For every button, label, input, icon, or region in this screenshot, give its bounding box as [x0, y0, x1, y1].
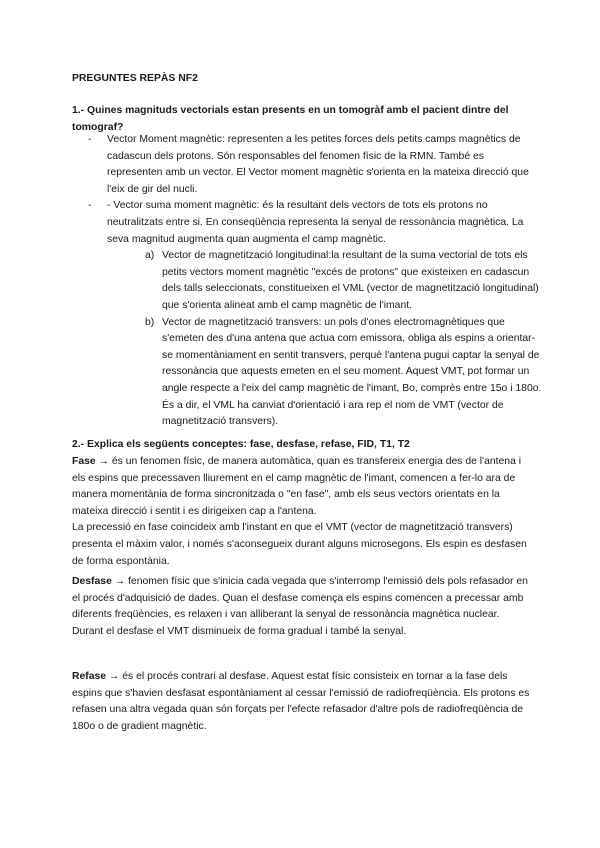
desfase-text: → fenomen físic que s'inicia cada vegada que s'interromp l'emissió dels pols refasador en el procés d'adquisició de dades. Quan el desfase comença els espins comencen a precessar amb diferents freqüències, es relaxen i van alliberant la senyal de ressonància magnètica nuclear.: [72, 576, 528, 621]
bullet-marker: -: [88, 134, 92, 145]
fase-definition: [72, 454, 534, 520]
sub-item-list: [72, 248, 542, 431]
fase-text: → és un fenomen físic, de manera automàtica, quan es transfereix energia des de l'antena i els espins que precessaven lliurement en el camp magnètic de l'imant, comencen a fer-lo ara de manera momentània de forma sincronitzada o "en fase", amb els seus vectors orientats en la mateixa direcció i sentit i es dirigeixen cap a l'antena.: [72, 456, 522, 517]
sub-item-marker: a): [145, 250, 155, 262]
bullet-moment-magnetic: [72, 132, 542, 198]
desfase-paragraph: [72, 574, 534, 640]
refase-text: → és el procés contrari al desfase. Aquest estat físic consisteix en tornar a la fase dels espins que s'havien desfasat espontàniament al cessar l'emissió de radiofreqüència. Els protons es refasen una altra vegada quan són forçats per l'efecte refasador d'altre pols de radiofreqüència de 180o o de gradient magnètic.: [72, 671, 530, 732]
refase-definition: [72, 669, 534, 735]
bullet-suma-moment: [72, 198, 542, 248]
question-1-bullets: [72, 132, 542, 431]
bullet-text: - Vector suma moment magnètic: és la resultant dels vectors de tots els protons no neutralitzats entre si. En conseqüència representa la senyal de ressonància magnètica. La seva magnitud augmenta quan augmenta el camp magnètic.: [107, 200, 524, 245]
sub-item-vml: [145, 248, 542, 314]
fase-term: Fase: [72, 456, 96, 467]
sub-item-marker: b): [145, 316, 155, 328]
desfase-detail: Durant el desfase el VMT disminueix de forma gradual i també la senyal.: [72, 625, 407, 637]
bullet-marker: -: [88, 200, 92, 212]
desfase-term: Desfase: [72, 576, 112, 587]
fase-detail: La precessió en fase coincideix amb l'instant en que el VMT (vector de magnetització transvers) presenta el màxim valor, i només s'aconsegueix durant alguns microsegons. Els espin es desfasen de forma espontània.: [72, 522, 527, 567]
refase-paragraph: [72, 669, 534, 735]
question-1-heading: 1.- Quines magnituds vectorials estan presents en un tomogràf amb el pacient dintre del tomograf?: [72, 105, 509, 133]
document-title: PREGUNTES REPÀS NF2: [72, 73, 198, 84]
question-2-heading: 2.- Explica els següents conceptes: fase, desfase, refase, FID, T1, T2: [72, 439, 410, 450]
sub-item-text: Vector de magnetització transvers: un pols d'ones electromagnètiques que s'emeten des d'una antena que actua com emissora, obliga als espins a orientar-se momentàniament en sentit transvers, perquè l'antena pugui captar la senyal de ressonància que aquests emeten en el seu moment. Aquest VMT, pot formar un angle respecte a l'eix del camp magnètic de l'imant, Bo, comprès entre 15o i 180o. És a dir, el VML ha canviat d'orientació i ara rep el nom de VMT (vector de magnetització transvers).: [162, 316, 542, 428]
fase-paragraph: [72, 454, 534, 570]
refase-term: Refase: [72, 671, 107, 682]
sub-item-text: Vector de magnetització longitudinal:la resultant de la suma vectorial de tots els petits vectors moment magnètic "excés de protons" que existeixen en cadascun dels talls seleccionats, constitueixen el VML (vector de magnetització longitudinal) que s'orienta alineat amb el camp magnètic de l'imant.: [162, 250, 539, 311]
bullet-text: Vector Moment magnètic: representen a les petites forces dels petits camps magnètics de cadascun dels protons. Són responsables del fenomen físic de la RMN. També es representen amb un vector. El Vector moment magnètic s'orienta en la mateixa direcció que l'eix de gir del nucli.: [107, 134, 529, 195]
desfase-definition: [72, 574, 534, 624]
sub-item-vmt: [145, 315, 542, 431]
